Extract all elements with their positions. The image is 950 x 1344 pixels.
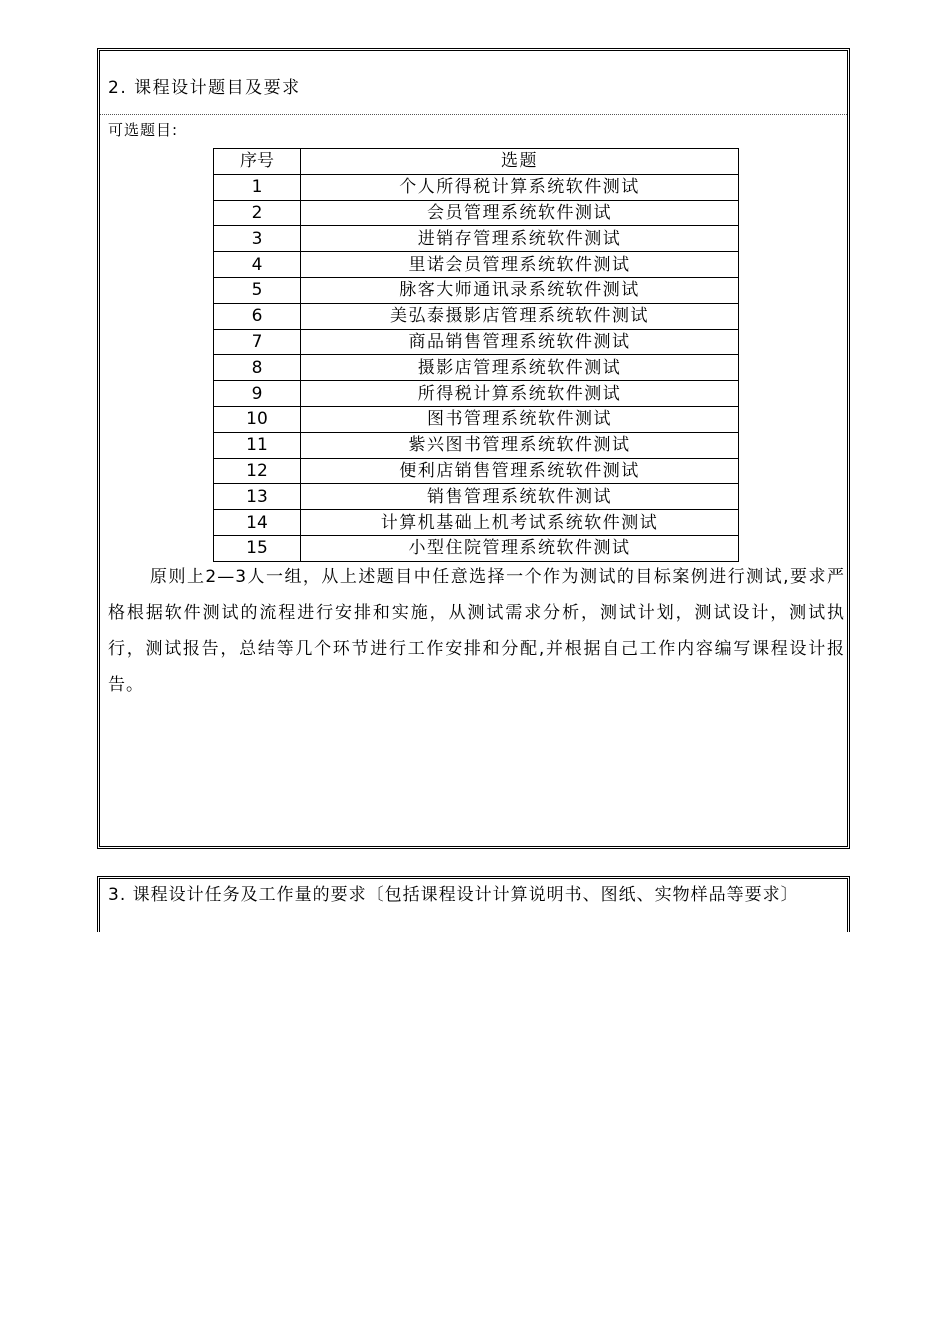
header-number: 序号 bbox=[214, 149, 301, 175]
topic-number: 10 bbox=[214, 406, 301, 432]
topic-title: 商品销售管理系统软件测试 bbox=[301, 329, 739, 355]
table-row bbox=[214, 329, 739, 355]
topic-number: 3 bbox=[214, 226, 301, 252]
topic-title: 计算机基础上机考试系统软件测试 bbox=[301, 510, 739, 536]
table-row bbox=[214, 510, 739, 536]
optional-topics-label: 可选题目: bbox=[108, 121, 179, 139]
topic-number: 7 bbox=[214, 329, 301, 355]
dotted-divider bbox=[100, 114, 847, 115]
topic-title: 销售管理系统软件测试 bbox=[301, 484, 739, 510]
section-2-heading: 2. 课程设计题目及要求 bbox=[108, 78, 301, 98]
topic-number: 1 bbox=[214, 174, 301, 200]
table-row bbox=[214, 432, 739, 458]
topic-number: 8 bbox=[214, 355, 301, 381]
section-2-box bbox=[97, 48, 850, 849]
table-row bbox=[214, 535, 739, 561]
topic-number: 12 bbox=[214, 458, 301, 484]
table-row bbox=[214, 174, 739, 200]
section-3-box bbox=[97, 876, 850, 932]
topic-title: 小型住院管理系统软件测试 bbox=[301, 535, 739, 561]
topic-title: 里诺会员管理系统软件测试 bbox=[301, 252, 739, 278]
topic-number: 6 bbox=[214, 303, 301, 329]
topic-title: 所得税计算系统软件测试 bbox=[301, 381, 739, 407]
section-3-heading: 3. 课程设计任务及工作量的要求〔包括课程设计计算说明书、图纸、实物样品等要求〕 bbox=[108, 885, 799, 905]
topics-table-body bbox=[214, 174, 739, 561]
topic-title: 摄影店管理系统软件测试 bbox=[301, 355, 739, 381]
table-row bbox=[214, 381, 739, 407]
topic-number: 15 bbox=[214, 535, 301, 561]
topic-number: 14 bbox=[214, 510, 301, 536]
topic-number: 2 bbox=[214, 200, 301, 226]
topic-title: 脉客大师通讯录系统软件测试 bbox=[301, 277, 739, 303]
topic-title: 会员管理系统软件测试 bbox=[301, 200, 739, 226]
topic-title: 美弘泰摄影店管理系统软件测试 bbox=[301, 303, 739, 329]
topic-title: 便利店销售管理系统软件测试 bbox=[301, 458, 739, 484]
topic-title: 紫兴图书管理系统软件测试 bbox=[301, 432, 739, 458]
table-row bbox=[214, 355, 739, 381]
table-row bbox=[214, 406, 739, 432]
topic-number: 4 bbox=[214, 252, 301, 278]
topic-title: 个人所得税计算系统软件测试 bbox=[301, 174, 739, 200]
table-row bbox=[214, 484, 739, 510]
table-row bbox=[214, 277, 739, 303]
topics-table bbox=[213, 148, 739, 562]
requirements-paragraph: 原则上2—3人一组，从上述题目中任意选择一个作为测试的目标案例进行测试,要求严格根据软件测试的流程进行安排和实施，从测试需求分析，测试计划，测试设计，测试执行，测试报告，总结等几个环节进行工作安排和分配,并根据自己工作内容编写课程设计报告。 bbox=[108, 567, 845, 695]
topic-number: 5 bbox=[214, 277, 301, 303]
table-row bbox=[214, 200, 739, 226]
header-topic: 选题 bbox=[301, 149, 739, 175]
topic-title: 进销存管理系统软件测试 bbox=[301, 226, 739, 252]
table-row bbox=[214, 303, 739, 329]
topic-number: 11 bbox=[214, 432, 301, 458]
table-header-row bbox=[214, 149, 739, 175]
table-row bbox=[214, 226, 739, 252]
topic-title: 图书管理系统软件测试 bbox=[301, 406, 739, 432]
topic-number: 13 bbox=[214, 484, 301, 510]
table-row bbox=[214, 252, 739, 278]
topic-number: 9 bbox=[214, 381, 301, 407]
table-row bbox=[214, 458, 739, 484]
